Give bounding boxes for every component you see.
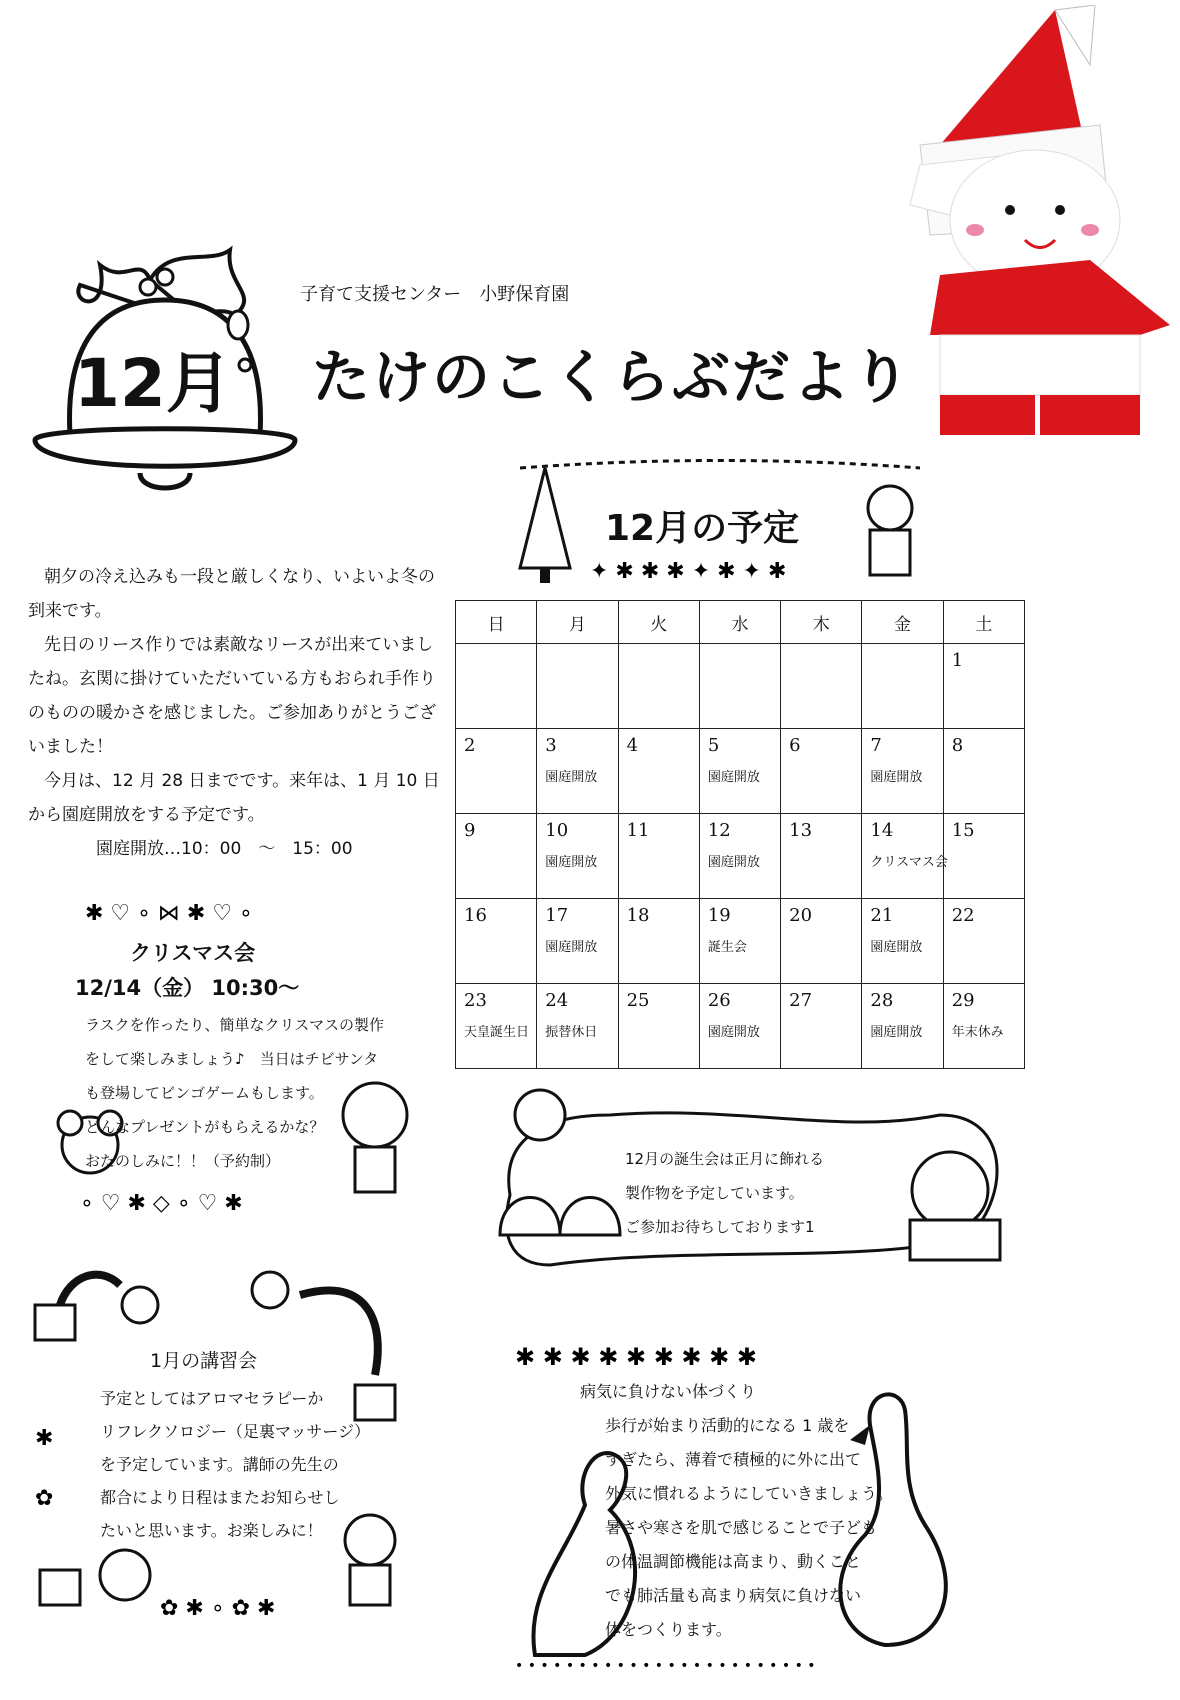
calendar-week-row — [456, 899, 1025, 984]
day-event: 年末休み — [951, 1025, 1004, 1040]
calendar-day-cell — [699, 729, 780, 814]
christmas-party-date: 12/14（金） 10:30～ — [75, 976, 300, 1000]
day-number: 24 — [545, 990, 569, 1011]
text-line: おたのしみに！！（予約制） — [85, 1152, 281, 1170]
day-event: 園庭開放 — [707, 770, 760, 785]
intro-paragraph: 今月は、12 月 28 日までです。来年は、1 月 10 日から園庭開放をする予定です。 — [28, 771, 440, 825]
day-number: 8 — [951, 735, 964, 756]
organization-name: 子育て支援センター 小野保育園 — [300, 284, 570, 305]
day-number: 29 — [951, 990, 975, 1011]
text-line: の体温調節機能は高まり、動くこと — [605, 1552, 862, 1571]
christmas-party-title: クリスマス会 — [130, 941, 256, 965]
calendar-day-cell — [943, 644, 1024, 729]
calendar-day-cell — [456, 644, 537, 729]
day-event: 園庭開放 — [545, 770, 598, 785]
birthday-party-text — [625, 1142, 824, 1244]
svg-text:✿: ✿ — [35, 1486, 54, 1511]
day-event: 園庭開放 — [870, 940, 923, 955]
day-number: 23 — [464, 990, 487, 1011]
calendar-day-cell — [781, 729, 862, 814]
svg-text:✿ ✱ ∘ ✿ ✱: ✿ ✱ ∘ ✿ ✱ — [160, 1596, 276, 1621]
weekday-sun: 日 — [456, 601, 537, 644]
calendar-day-cell — [943, 984, 1024, 1069]
day-number: 19 — [707, 905, 731, 926]
calendar-day-cell — [699, 899, 780, 984]
open-hours: 園庭開放…10：00 ～ 15：00 — [96, 839, 353, 859]
day-number: 22 — [951, 905, 975, 926]
weekday-thu: 木 — [781, 601, 862, 644]
day-number: 28 — [870, 990, 894, 1011]
weekday-tue: 火 — [618, 601, 699, 644]
health-text — [580, 1375, 893, 1647]
day-number: 27 — [789, 990, 813, 1011]
weekday-wed: 水 — [699, 601, 780, 644]
day-number: 12 — [707, 820, 731, 841]
calendar-day-cell — [862, 984, 943, 1069]
weekday-header-row — [456, 601, 1025, 644]
svg-text:✱: ✱ — [35, 1426, 54, 1451]
day-number: 2 — [464, 735, 476, 756]
text-line: 体をつくります。 — [605, 1620, 732, 1639]
svg-text:∘ ♡ ✱ ◇ ∘ ♡ ✱: ∘ ♡ ✱ ◇ ∘ ♡ ✱ — [80, 1191, 243, 1215]
calendar-day-cell — [618, 899, 699, 984]
weekday-fri: 金 — [862, 601, 943, 644]
text-line: をして楽しみましょう♪ 当日はチビサンタ — [85, 1050, 379, 1068]
calendar-week-row — [456, 814, 1025, 899]
text-line: すぎたら、薄着で積極的に外に出て — [605, 1450, 862, 1469]
origami-santa-picture — [900, 5, 1180, 465]
calendar-day-cell — [862, 729, 943, 814]
calendar — [455, 600, 1025, 1069]
calendar-day-cell — [537, 729, 618, 814]
text-line: ラスクを作ったり、簡単なクリスマスの製作 — [85, 1016, 384, 1034]
day-number: 26 — [707, 990, 731, 1011]
svg-text:✱ ✱ ✱ ✱ ✱ ✱ ✱ ✱ ✱: ✱ ✱ ✱ ✱ ✱ ✱ ✱ ✱ ✱ — [515, 1343, 758, 1371]
intro-paragraph: 朝夕の冷え込みも一段と厳しくなり、いよいよ冬の到来です。 — [28, 567, 435, 621]
text-line: どんなプレゼントがもらえるかな？ — [85, 1118, 325, 1136]
text-line: を予定しています。講師の先生の — [100, 1455, 339, 1474]
calendar-day-cell — [537, 814, 618, 899]
day-event: 振替休日 — [545, 1025, 598, 1040]
lecture-text — [100, 1382, 370, 1547]
calendar-week-row — [456, 729, 1025, 814]
day-number: 7 — [870, 735, 882, 756]
calendar-day-cell — [618, 729, 699, 814]
calendar-day-cell — [699, 814, 780, 899]
calendar-day-cell — [781, 899, 862, 984]
day-number: 5 — [707, 735, 720, 756]
text-line: 外気に慣れるようにしていきましょう。 — [605, 1484, 894, 1503]
intro-text — [28, 560, 448, 866]
day-number: 18 — [626, 905, 650, 926]
calendar-day-cell — [537, 984, 618, 1069]
intro-paragraph: 先日のリース作りでは素敵なリースが出来ていましたね。玄関に掛けていただいている方もおられ手作りのものの暖かさを感じました。ご参加ありがとうございました！ — [28, 635, 436, 757]
text-line: 12月の誕生会は正月に飾れる — [625, 1150, 825, 1168]
day-number: 10 — [545, 820, 569, 841]
calendar-day-cell — [699, 644, 780, 729]
calendar-day-cell — [537, 899, 618, 984]
day-number: 11 — [626, 820, 650, 841]
day-event: 誕生会 — [707, 940, 747, 955]
calendar-day-cell — [943, 899, 1024, 984]
text-line: も登場してビンゴゲームもします。 — [85, 1084, 324, 1102]
health-title: 病気に負けない体づくり — [580, 1382, 757, 1401]
svg-text:✦ ✱ ✱ ✱ ✦ ✱ ✦ ✱: ✦ ✱ ✱ ✱ ✦ ✱ ✦ ✱ — [590, 559, 787, 584]
text-line: 都合により日程はまたお知らせし — [100, 1488, 340, 1507]
text-line: 予定としてはアロマセラピーか — [100, 1389, 324, 1408]
day-event: 園庭開放 — [545, 855, 598, 870]
day-event: 園庭開放 — [870, 1025, 923, 1040]
calendar-day-cell — [456, 729, 537, 814]
calendar-week-row — [456, 644, 1025, 729]
text-line: 製作物を予定しています。 — [625, 1184, 804, 1202]
day-number: 3 — [545, 735, 557, 756]
calendar-day-cell — [862, 814, 948, 899]
text-line: リフレクソロジー（足裏マッサージ） — [100, 1422, 371, 1441]
day-number: 13 — [789, 820, 813, 841]
calendar-week-row — [456, 984, 1025, 1069]
day-number: 6 — [789, 735, 801, 756]
calendar-day-cell — [862, 644, 943, 729]
text-line: 暑さや寒さを肌で感じることで子ども — [605, 1518, 878, 1537]
calendar-day-cell — [781, 644, 862, 729]
schedule-title: 12月の予定 — [605, 508, 800, 549]
day-number: 17 — [545, 905, 569, 926]
calendar-day-cell — [537, 644, 618, 729]
day-event: 園庭開放 — [707, 855, 760, 870]
day-event: クリスマス会 — [870, 855, 948, 870]
calendar-day-cell — [618, 984, 699, 1069]
calendar-day-cell — [456, 984, 537, 1069]
text-line: たいと思います。お楽しみに！ — [100, 1521, 323, 1540]
day-event: 園庭開放 — [870, 770, 923, 785]
christmas-party-text — [85, 1008, 384, 1178]
day-event: 天皇誕生日 — [464, 1025, 530, 1040]
calendar-day-cell — [943, 729, 1024, 814]
calendar-day-cell — [781, 984, 862, 1069]
calendar-day-cell — [943, 814, 1024, 899]
day-number: 14 — [870, 820, 894, 841]
calendar-table — [455, 600, 1025, 1069]
svg-text:✱ ♡ ∘ ⋈ ✱ ♡ ∘: ✱ ♡ ∘ ⋈ ✱ ♡ ∘ — [85, 901, 253, 926]
newsletter-title: たけのこくらぶだより — [312, 343, 913, 411]
calendar-day-cell — [699, 984, 780, 1069]
calendar-day-cell — [456, 899, 537, 984]
text-line: でも肺活量も高まり病気に負けない — [605, 1586, 862, 1605]
day-number: 20 — [789, 905, 813, 926]
day-number: 16 — [464, 905, 487, 926]
calendar-day-cell — [862, 899, 943, 984]
calendar-day-cell — [618, 644, 699, 729]
calendar-day-cell — [456, 814, 537, 899]
svg-text:• • • • • • • • • • • • • • •: • • • • • • • • • • • • • • • • • • • • • • • • — [515, 1658, 816, 1674]
day-number: 9 — [464, 820, 476, 841]
day-number: 1 — [951, 650, 964, 671]
calendar-day-cell — [618, 814, 699, 899]
day-event: 園庭開放 — [707, 1025, 760, 1040]
text-line: ご参加お待ちしております1 — [625, 1218, 815, 1236]
day-number: 25 — [626, 990, 650, 1011]
day-number: 4 — [626, 735, 639, 756]
weekday-mon: 月 — [537, 601, 618, 644]
day-number: 15 — [951, 820, 975, 841]
month-badge: 12月 — [74, 345, 232, 422]
weekday-sat: 土 — [943, 601, 1024, 644]
day-event: 園庭開放 — [545, 940, 598, 955]
text-line: 歩行が始まり活動的になる 1 歳を — [605, 1416, 850, 1435]
calendar-day-cell — [781, 814, 862, 899]
day-number: 21 — [870, 905, 894, 926]
lecture-title: 1月の講習会 — [150, 1350, 258, 1372]
